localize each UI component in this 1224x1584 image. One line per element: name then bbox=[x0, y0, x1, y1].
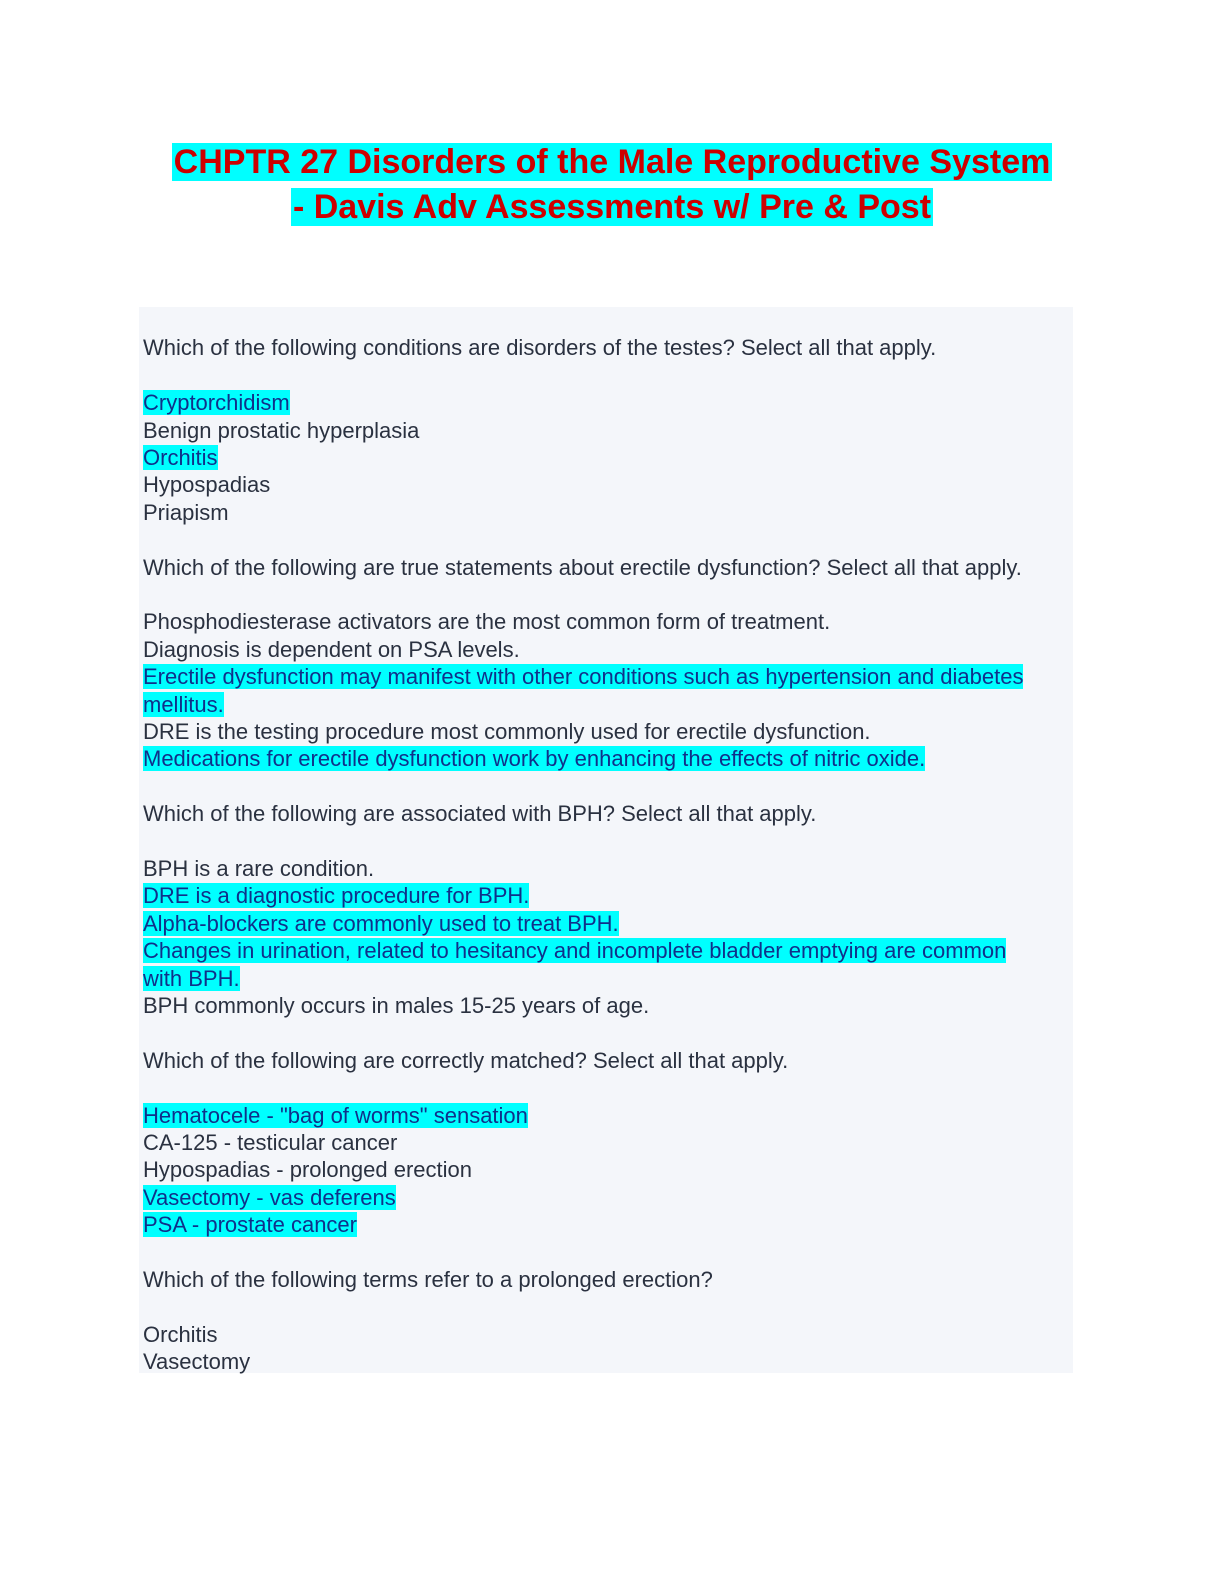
question-text: Which of the following conditions are disorders of the testes? Select all that apply. bbox=[143, 335, 937, 361]
answer-option: Vasectomy - vas deferens bbox=[143, 1184, 396, 1210]
answer-option: DRE is the testing procedure most commonly used for erectile dysfunction. bbox=[143, 719, 871, 745]
answer-option: BPH commonly occurs in males 15-25 years of age. bbox=[143, 993, 650, 1019]
answer-option: BPH is a rare condition. bbox=[143, 856, 375, 882]
answer-option: Changes in urination, related to hesitancy and incomplete bladder emptying are common with BPH. bbox=[143, 938, 1007, 991]
question-text: Which of the following terms refer to a prolonged erection? bbox=[143, 1267, 713, 1293]
question-text: Which of the following are associated with BPH? Select all that apply. bbox=[143, 801, 817, 827]
answer-option: DRE is a diagnostic procedure for BPH. bbox=[143, 883, 530, 909]
question-text: Which of the following are correctly matched? Select all that apply. bbox=[143, 1047, 789, 1073]
answer-option: Benign prostatic hyperplasia bbox=[143, 417, 420, 443]
answer-option: Priapism bbox=[143, 499, 229, 525]
document-title bbox=[0, 140, 1224, 230]
answer-option: Diagnosis is dependent on PSA levels. bbox=[143, 636, 520, 662]
question-list bbox=[143, 307, 1043, 1376]
answer-option: CA-125 - testicular cancer bbox=[143, 1130, 398, 1156]
answer-option: Phosphodiesterase activators are the most common form of treatment. bbox=[143, 609, 831, 635]
answer-option: Hematocele - "bag of worms" sensation bbox=[143, 1102, 528, 1128]
question-text: Which of the following are true statements about erectile dysfunction? Select all that apply. bbox=[143, 554, 1022, 580]
answer-option: Medications for erectile dysfunction work by enhancing the effects of nitric oxide. bbox=[143, 746, 926, 772]
answer-option: Hypospadias bbox=[143, 472, 271, 498]
answer-option: Vasectomy bbox=[143, 1349, 251, 1375]
answer-option: Cryptorchidism bbox=[143, 390, 290, 416]
answer-option: Hypospadias - prolonged erection bbox=[143, 1157, 472, 1183]
answer-option: Alpha-blockers are commonly used to treat BPH. bbox=[143, 910, 619, 936]
answer-option: Orchitis bbox=[143, 1321, 218, 1347]
title-line-1: CHPTR 27 Disorders of the Male Reproductive System bbox=[173, 143, 1051, 181]
answer-option: Erectile dysfunction may manifest with other conditions such as hypertension and diabetes mellitus. bbox=[143, 664, 1024, 717]
answer-option: PSA - prostate cancer bbox=[143, 1212, 357, 1238]
answer-option: Orchitis bbox=[143, 445, 218, 470]
title-line-2: - Davis Adv Assessments w/ Pre & Post bbox=[292, 188, 932, 226]
